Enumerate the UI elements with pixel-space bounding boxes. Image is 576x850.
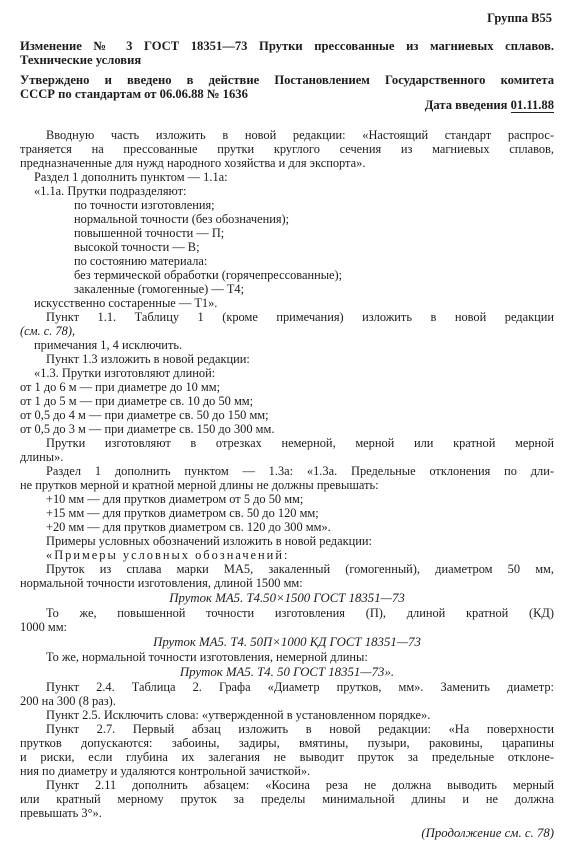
body-line: от 1 до 5 м — при диаметре св. 10 до 50 мм;	[20, 394, 254, 408]
body-line: «1.3. Прутки изготовляют длиной:	[34, 366, 216, 380]
body-line: Вводную часть изложить в новой редакции: «Настоящий стандарт распрос-	[46, 128, 554, 142]
body-line: Раздел 1 дополнить пунктом — 1.1а:	[34, 170, 228, 184]
body-line: Раздел 1 дополнить пунктом — 1.3а: «1.3а. Предельные отклонения по дли-	[46, 464, 554, 478]
body-line: нормальной точности изготовления, длиной 1500 мм:	[20, 576, 303, 590]
formula-example-2: Пруток МА5. Т4. 50П×1000 КД ГОСТ 18351—73	[153, 635, 421, 649]
formula-example-1: Пруток МА5. Т4.50×1500 ГОСТ 18351—73	[169, 591, 405, 605]
body-line: искусственно состаренные — Т1».	[34, 296, 218, 310]
body-line: примечания 1, 4 исключить.	[34, 338, 183, 352]
body-line: Пункт 2.5. Исключить слова: «утвержденной в установленном порядке».	[46, 708, 431, 722]
body-line: «Примеры условных обозначений:	[46, 548, 290, 562]
body-line: без термической обработки (горячепрессованные);	[74, 268, 343, 282]
body-line: от 0,5 до 3 м — при диаметре св. 150 до 300 мм.	[20, 422, 275, 436]
body-line: по точности изготовления;	[74, 198, 215, 212]
body-line: и риски, если глубина их залегания не выводит пруток за предельные отклоне-	[20, 750, 554, 764]
body-line: +20 мм — для прутков диаметром св. 120 до 300 мм».	[46, 520, 331, 534]
body-line: траняется на прессованные прутки круглого сечения из магниевых сплавов,	[20, 142, 554, 156]
body-line: длины».	[20, 450, 64, 464]
body-line: (см. с. 78),	[20, 324, 76, 338]
body-line: предназначенные для нужд народного хозяйства и для экспорта».	[20, 156, 366, 170]
formula-example-3: Пруток МА5. Т4. 50 ГОСТ 18351—73».	[179, 665, 395, 679]
body-line: Пруток из сплава марки МА5, закаленный (гомогенный), диаметром 50 мм,	[46, 562, 554, 576]
approved-line-2: СССР по стандартам от 06.06.88 № 1636	[20, 87, 248, 101]
body-line: от 1 до 6 м — при диаметре до 10 мм;	[20, 380, 221, 394]
body-line: +10 мм — для прутков диаметром от 5 до 50 мм;	[46, 492, 304, 506]
body-line: +15 мм — для прутков диаметром св. 50 до 120 мм;	[46, 506, 319, 520]
effective-date-value: 01.11.88	[510, 98, 554, 112]
approved-line-1: Утверждено и введено в действие Постановлением Государственного комитета	[20, 73, 554, 87]
body-line: закаленные (гомогенные) — Т4;	[74, 282, 245, 296]
body-line: 200 на 300 (8 раз).	[20, 694, 116, 708]
body-line: по состоянию материала:	[74, 254, 208, 268]
body-line: Пункт 2.11 дополнить абзацем: «Косина реза не должна выводить мерный	[46, 778, 554, 792]
change-title-line-1: Изменение № 3 ГОСТ 18351—73 Прутки прессованные из магниевых сплавов.	[20, 39, 554, 53]
body-line: не прутков мерной и кратной мерной длины не должны превышать:	[20, 478, 379, 492]
body-line: То же, повышенной точности изготовления (П), длиной кратной (КД)	[46, 606, 554, 620]
body-line: высокой точности — В;	[74, 240, 200, 254]
body-line: нормальной точности (без обозначения);	[74, 212, 290, 226]
body-line: «1.1а. Прутки подразделяют:	[34, 184, 187, 198]
change-title-line-2: Технические условия	[20, 53, 142, 67]
body-line: То же, нормальной точности изготовления, немерной длины:	[46, 650, 368, 664]
continuation-note: (Продолжение см. с. 78)	[421, 826, 554, 840]
body-line: Пункт 1.3 изложить в новой редакции:	[46, 352, 250, 366]
effective-date-label: Дата введения	[424, 98, 508, 112]
body-line: от 0,5 до 4 м — при диаметре св. 50 до 150 мм;	[20, 408, 269, 422]
body-line: прутков допускаются: забоины, задиры, вмятины, пузыри, раковины, царапины	[20, 736, 554, 750]
effective-date	[330, 98, 554, 112]
group-code: Группа В55	[487, 11, 552, 25]
body-line: Примеры условных обозначений изложить в новой редакции:	[46, 534, 372, 548]
body-line: Пункт 2.7. Первый абзац изложить в новой редакции: «На поверхности	[46, 722, 554, 736]
body-line: или кратный мерному пруток за пределы минимальной длины и не должна	[20, 792, 554, 806]
body-line: ния по диаметру и удаляются контрольной зачисткой».	[20, 764, 311, 778]
body-line: повышенной точности — П;	[74, 226, 225, 240]
body-line: Пункт 2.4. Таблица 2. Графа «Диаметр прутков, мм». Заменить диаметр:	[46, 680, 554, 694]
body-line: Пункт 1.1. Таблицу 1 (кроме примечания) изложить в новой редакции	[46, 310, 554, 324]
body-line: Прутки изготовляют в отрезках немерной, мерной или кратной мерной	[46, 436, 554, 450]
body-line: 1000 мм:	[20, 620, 68, 634]
body-line: превышать 3°».	[20, 806, 102, 820]
